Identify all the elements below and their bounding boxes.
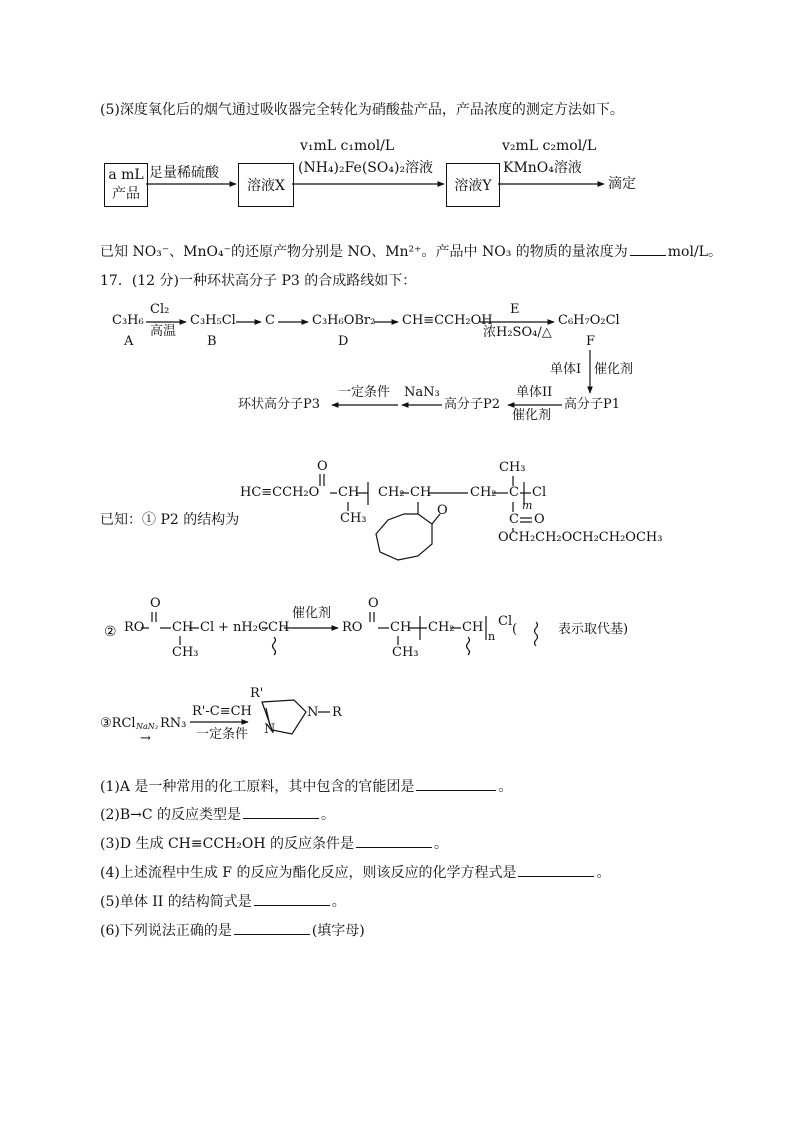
known2-ch-vinyl: CH: [268, 620, 290, 635]
route-monomer1: 单体I: [550, 362, 582, 377]
known3-rcl: ③RCl: [100, 716, 136, 731]
p2-ring: [376, 514, 432, 560]
route-c3h6obr2: C₃H₆OBr₂: [312, 313, 376, 328]
known2-ro: RO: [124, 620, 145, 635]
known2-ch-p: CH: [390, 620, 412, 635]
question-5-end: 。: [331, 894, 346, 910]
known2-cl-p: Cl: [498, 614, 513, 629]
box-solution-y: 溶液Y: [446, 163, 500, 207]
known2-cl: Cl: [200, 620, 215, 635]
question-2-end: 。: [321, 807, 336, 823]
question-3-end: 。: [434, 836, 448, 852]
known2-o2: O: [368, 596, 379, 611]
p2-c-quat: C: [509, 485, 519, 500]
known3-r: R: [332, 705, 342, 720]
route-condition: 一定条件: [338, 385, 391, 400]
question-6-text: (6)下列说法正确的是: [100, 923, 232, 939]
titration-label: 滴定: [608, 176, 636, 192]
p2-ester-o: O: [534, 512, 545, 527]
known2-ch-p2: CH: [462, 620, 484, 635]
known2-note: 表示取代基): [558, 622, 629, 637]
arrow1-label: 足量稀硫酸: [149, 165, 219, 181]
known2-o1: O: [150, 596, 161, 611]
p2-ch2-1: CH₂: [378, 485, 405, 500]
known2-ch: CH: [172, 620, 194, 635]
known3-reagent: R'-C≡CH: [192, 704, 252, 719]
route-cond-e: 浓H₂SO₄/△: [483, 325, 552, 340]
route-c6h7o2cl: C₆H₇O₂Cl: [558, 313, 620, 328]
route-catalyst1: 催化剂: [594, 362, 634, 377]
route-label-a: A: [124, 334, 134, 349]
box-solution-x: 溶液X: [238, 163, 294, 207]
route-c3h6: C₃H₆: [112, 313, 144, 328]
known3-rn3: RN₃: [160, 716, 187, 731]
k2-wavy-legend: [535, 622, 538, 646]
question-4-end: 。: [596, 865, 611, 881]
known2-product-ro: RO: [342, 620, 363, 635]
arrow3-mid: KMnO₄溶液: [503, 160, 582, 176]
p2-ch-b: CH: [410, 485, 432, 500]
known3-n-bottom: N: [264, 722, 276, 737]
route-e: E: [510, 302, 520, 317]
p2-left-group: HC≡CCH₂O: [240, 485, 320, 500]
p2-ch2-2: CH₂: [470, 485, 497, 500]
question-2-text: (2)B→C 的反应类型是: [100, 807, 242, 823]
question-5-text: (5)单体 II 的结构简式是: [100, 894, 252, 910]
known2-ch2-p: CH₂: [428, 620, 455, 635]
known3-cond: 一定条件: [196, 727, 249, 742]
p5-known-text: 已知 NO₃⁻、MnO₄⁻的还原产物分别是 NO、Mn²⁺。产品中 NO₃ 的物质的量浓度为: [100, 244, 628, 260]
k2-wavy-1: [273, 637, 276, 655]
k3-triazole-double: [266, 708, 270, 726]
p2-ch-a: CH: [338, 485, 360, 500]
box-product-line1: a mL: [108, 167, 144, 183]
p2-cl-end: Cl: [532, 485, 547, 500]
route-propargyl: CH≡CCH₂OH: [402, 313, 493, 328]
route-p3: 环状高分子P3: [238, 397, 321, 412]
arrow2-mid: (NH₄)₂Fe(SO₄)₂溶液: [298, 160, 434, 176]
question-1-end: 。: [498, 779, 513, 795]
route-cl2: Cl₂: [150, 302, 170, 317]
p2-side-chain: OCH₂CH₂OCH₂CH₂OCH₃: [498, 530, 663, 545]
arrow2-top: v₁mL c₁mol/L: [300, 138, 395, 154]
route-c: C: [265, 313, 275, 328]
known2-plus: + nH₂C: [218, 620, 268, 635]
route-monomer2: 单体II: [516, 385, 553, 400]
route-label-f: F: [586, 334, 596, 349]
q17-header: 17．(12 分)一种环状高分子 P3 的合成路线如下：: [100, 273, 417, 289]
known2-paren: (: [512, 622, 518, 637]
question-6-end: (填字母): [311, 923, 365, 939]
route-p1: 高分子P1: [564, 397, 621, 412]
question-1-text: (1)A 是一种常用的化工原料，其中包含的官能团是: [100, 779, 415, 795]
p2-ch3-a: CH₃: [340, 511, 367, 526]
known2-catalyst: 催化剂: [292, 606, 332, 621]
known2-ch3-2: CH₃: [392, 645, 419, 660]
known3-nan3: NaN₃: [136, 722, 158, 731]
route-nan3: NaN₃: [404, 385, 440, 400]
p5-intro: (5)深度氧化后的烟气通过吸收器完全转化为硝酸盐产品，产品浓度的测定方法如下。: [100, 102, 624, 118]
route-gaowen: 高温: [150, 324, 177, 339]
arrow3-top: v₂mL c₂mol/L: [502, 138, 597, 154]
p2-ring-co: [432, 514, 440, 524]
question-3-text: (3)D 生成 CH≡CCH₂OH 的反应条件是: [100, 836, 354, 852]
p5-known-unit: mol/L。: [667, 244, 722, 260]
p2-carbonyl-o: O: [317, 459, 328, 474]
p2-ring-o: O: [437, 503, 448, 518]
box-product-line2: 产品: [112, 186, 140, 202]
p2-ch3-top: CH₃: [499, 460, 526, 475]
known3-n1: N: [307, 705, 319, 720]
question-4-text: (4)上述流程中生成 F 的反应为酯化反应，则该反应的化学方程式是: [100, 865, 517, 881]
route-label-d: D: [338, 334, 349, 349]
p2-m-sub: m: [522, 499, 533, 512]
known3-arrow: →: [140, 731, 151, 746]
known2-num: ②: [104, 624, 117, 640]
known2-n-sub: n: [488, 630, 496, 643]
route-p2: 高分子P2: [444, 397, 501, 412]
route-catalyst2: 催化剂: [512, 408, 552, 423]
route-c3h5cl: C₃H₅Cl: [190, 313, 236, 328]
route-label-b: B: [207, 334, 217, 349]
known1-label: 已知：① P2 的结构为: [100, 512, 240, 528]
p2-ester-c: C: [509, 512, 519, 527]
known2-ch3-1: CH₃: [172, 645, 199, 660]
k2-wavy-2: [467, 637, 470, 655]
known3-r-prime: R': [250, 686, 264, 701]
